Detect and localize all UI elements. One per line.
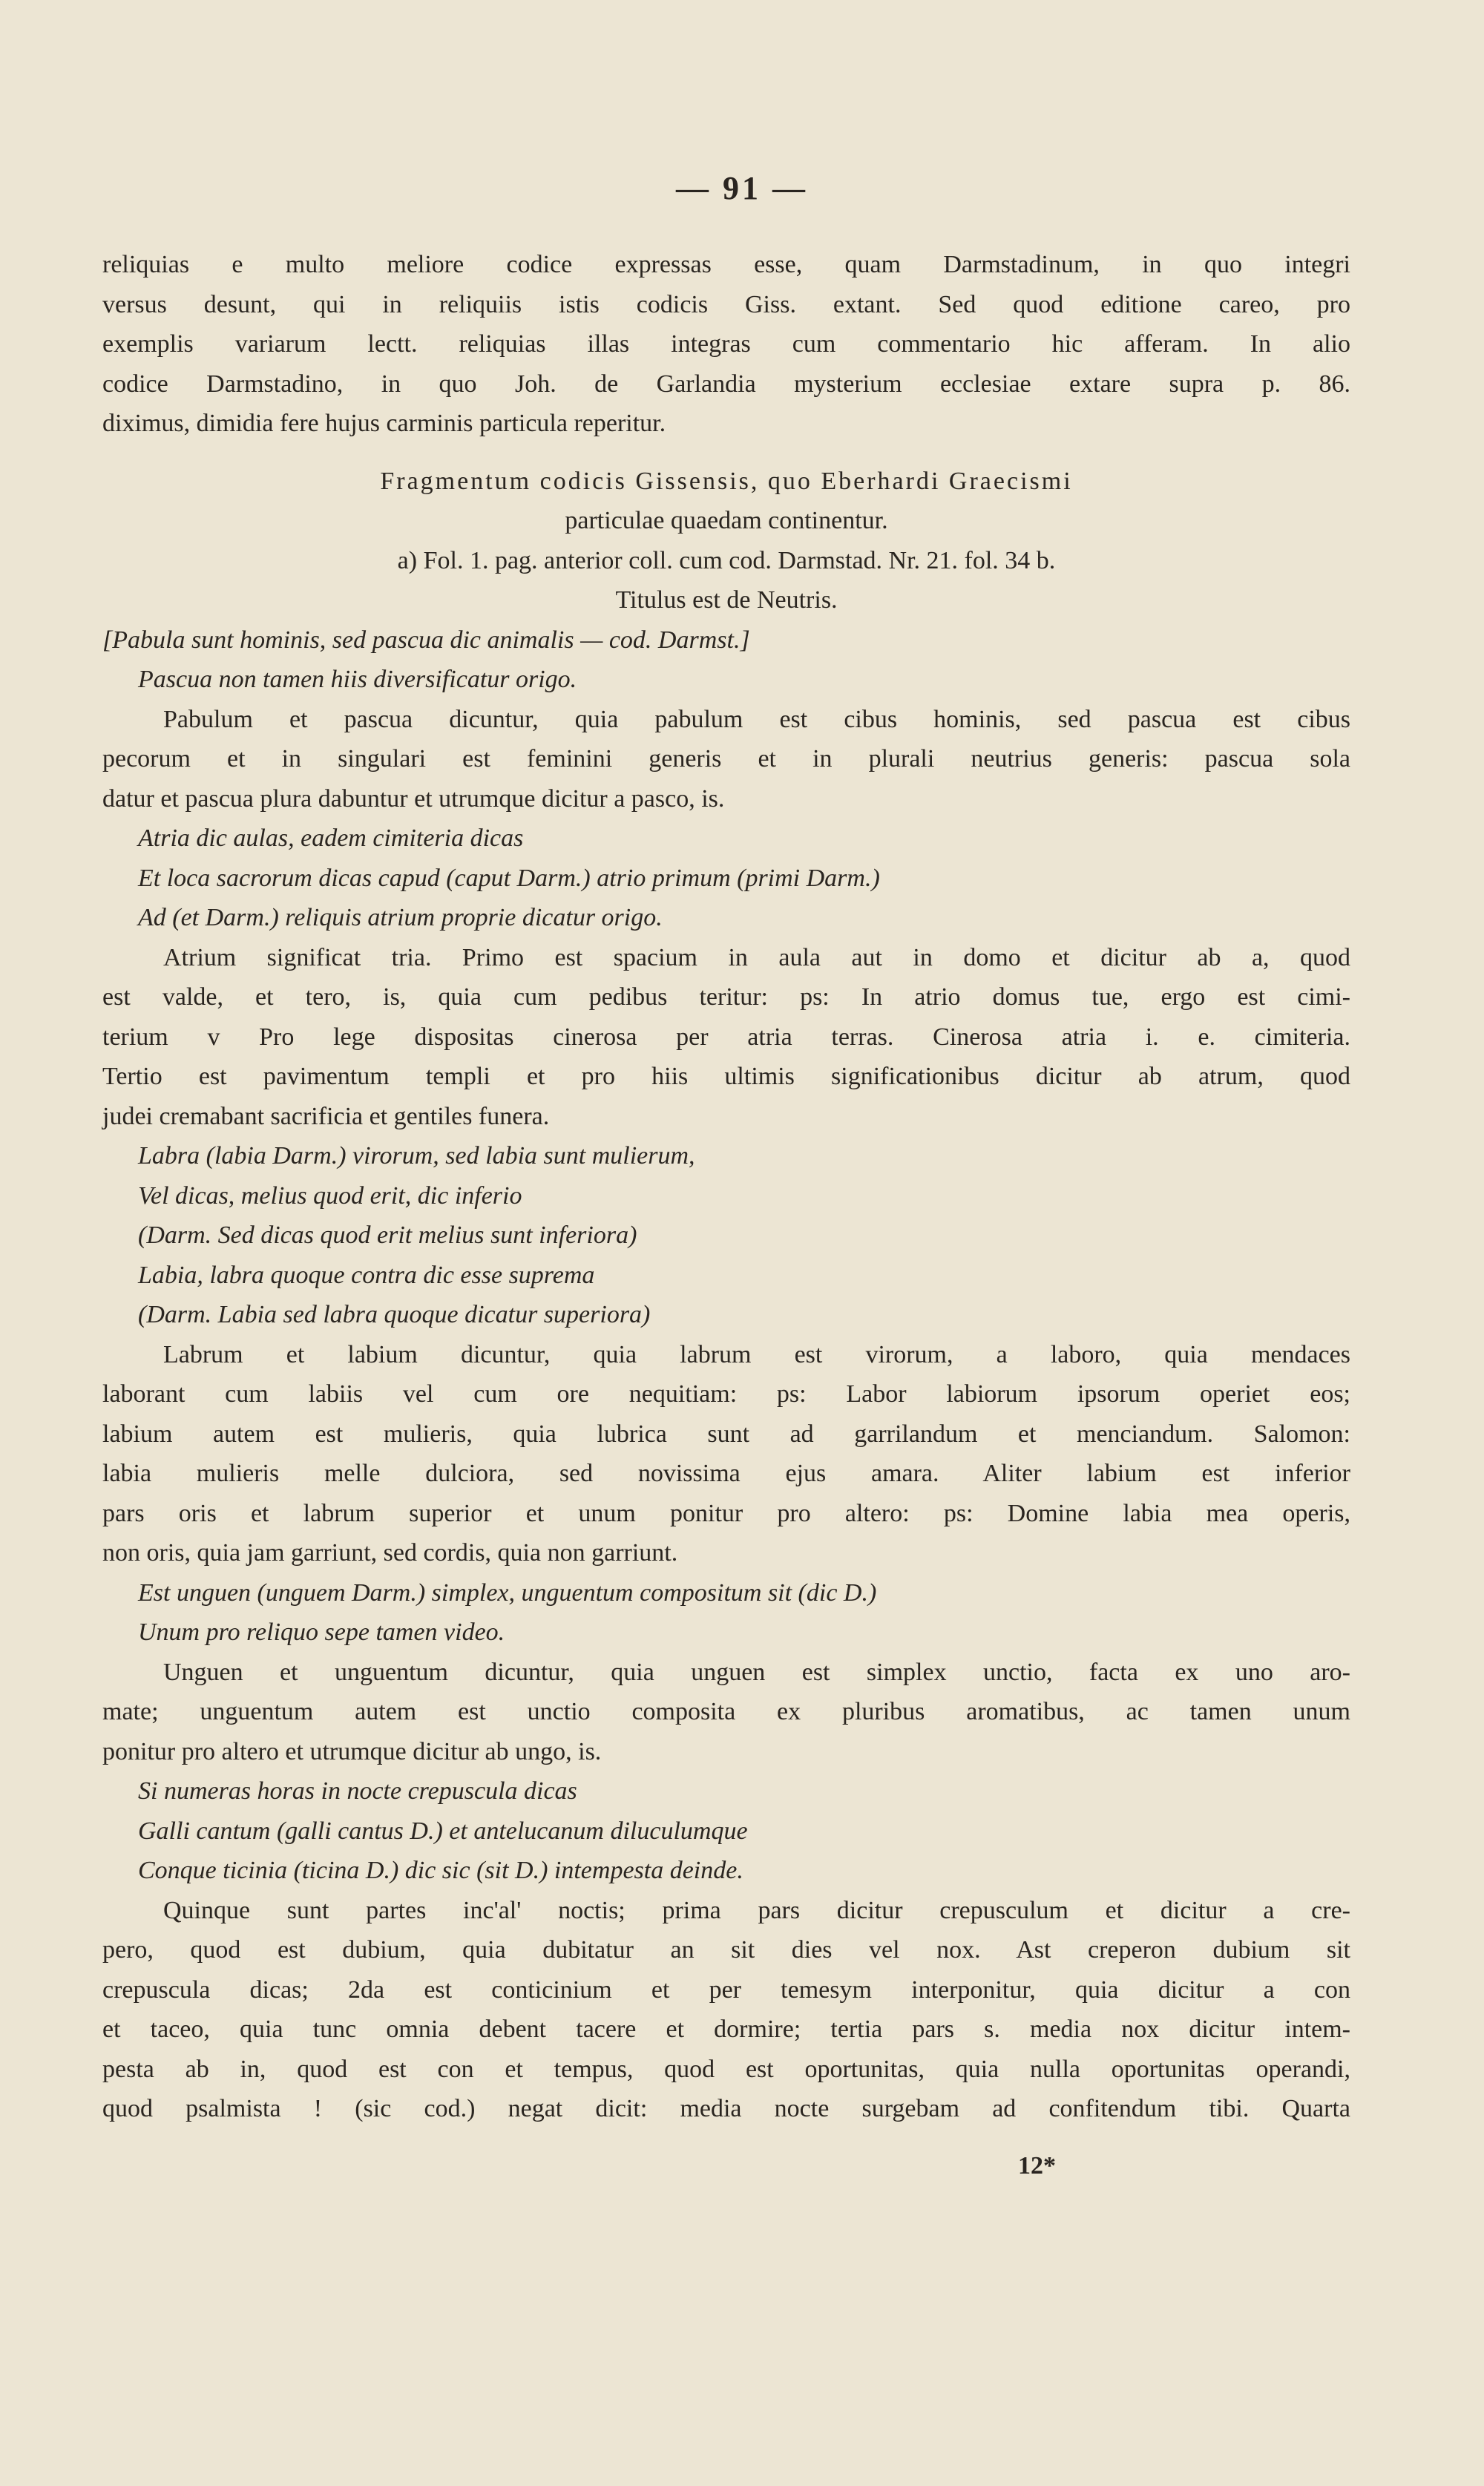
text-line: mate; unguentum autem est unctio composita ex pluribus aromatibus, ac tamen unum — [102, 1698, 1350, 1725]
text-line: pecorum et in singulari est feminini generis et in plurali neutrius generis: pascua sola — [102, 745, 1350, 773]
signature-mark: 12* — [1018, 2152, 1056, 2180]
text-line: labia mulieris melle dulciora, sed novissima ejus amara. Aliter labium est inferior — [102, 1460, 1350, 1487]
verse-line: (Darm. Labia sed labra quoque dicatur superiora) — [138, 1301, 651, 1328]
verse-line: Vel dicas, melius quod erit, dic inferio — [138, 1181, 522, 1210]
text-line: labium autem est mulieris, quia lubrica sunt ad garrilandum et menciandum. Salomon: — [102, 1420, 1350, 1448]
text-line: et taceo, quia tunc omnia debent tacere et dormire; tertia pars s. media nox dicitur intem- — [102, 2016, 1350, 2043]
text-line: Tertio est pavimentum templi et pro hiis ultimis significationibus dicitur ab atrum, quod — [102, 1063, 1350, 1090]
verse-line: Et loca sacrorum dicas capud (caput Darm.) atrio primum (primi Darm.) — [138, 864, 880, 892]
title-note: Titulus est de Neutris. — [615, 586, 838, 614]
verse-line: Ad (et Darm.) reliquis atrium proprie dicatur origo. — [138, 904, 663, 931]
text-line: terium v Pro lege dispositas cinerosa per atria terras. Cinerosa atria i. e. cimiteria. — [102, 1023, 1350, 1051]
text-line: Pabulum et pascua dicuntur, quia pabulum est cibus hominis, sed pascua est cibus — [163, 705, 1350, 733]
text-line: pero, quod est dubium, quia dubitatur an sit dies vel nox. Ast creperon dubium sit — [102, 1936, 1350, 1964]
verse-line: Atria dic aulas, eadem cimiteria dicas — [138, 824, 524, 852]
verse-line: Unum pro reliquo sepe tamen video. — [138, 1618, 505, 1646]
text-line: codice Darmstadino, in quo Joh. de Garlandia mysterium ecclesiae extare supra p. 86. — [102, 370, 1350, 398]
verse-line: Est unguen (unguem Darm.) simplex, unguentum compositum sit (dic D.) — [138, 1578, 877, 1607]
verse-line: Galli cantum (galli cantus D.) et antelucanum diluculumque — [138, 1817, 748, 1845]
verse-line: Labia, labra quoque contra dic esse suprema — [138, 1261, 595, 1289]
text-line: Labrum et labium dicuntur, quia labrum est virorum, a laboro, quia mendaces — [163, 1340, 1350, 1368]
verse-line: Si numeras horas in nocte crepuscula dicas — [138, 1777, 577, 1805]
text-line: diximus, dimidia fere hujus carminis particula reperitur. — [102, 410, 666, 437]
text-line: judei cremabant sacrificia et gentiles funera. — [102, 1102, 550, 1130]
text-line: Quinque sunt partes inc'al' noctis; prima pars dicitur crepusculum et dicitur a cre- — [163, 1896, 1350, 1924]
fragment-heading: Fragmentum codicis Gissensis, quo Eberhardi Graecismi — [380, 467, 1073, 495]
folio-note: a) Fol. 1. pag. anterior coll. cum cod. Darmstad. Nr. 21. fol. 34 b. — [397, 546, 1056, 574]
fragment-heading-cont: particulae quaedam continentur. — [565, 507, 888, 534]
text-line: datur et pascua plura dabuntur et utrumque dicitur a pasco, is. — [102, 784, 725, 813]
verse-line: Labra (labia Darm.) virorum, sed labia sunt mulierum, — [138, 1142, 695, 1170]
verse-line: (Darm. Sed dicas quod erit melius sunt inferiora) — [138, 1221, 637, 1249]
text-line: exemplis variarum lectt. reliquias illas integras cum commentario hic afferam. In alio — [102, 330, 1350, 358]
text-line: quod psalmista ! (sic cod.) negat dicit: media nocte surgebam ad confitendum tibi. Quarta — [102, 2095, 1350, 2122]
verse-line: [Pabula sunt hominis, sed pascua dic animalis — cod. Darmst.] — [102, 626, 750, 654]
text-line: Atrium significat tria. Primo est spacium in aula aut in domo et dicitur ab a, quod — [163, 943, 1350, 971]
verse-line: Conque ticinia (ticina D.) dic sic (sit D.) intempesta deinde. — [138, 1857, 743, 1884]
verse-line: Pascua non tamen hiis diversificatur origo. — [138, 666, 577, 693]
page-number: — 91 — — [676, 170, 808, 206]
page-body — [102, 245, 1350, 2129]
text-line: crepuscula dicas; 2da est conticinium et per temesym interponitur, quia dicitur a con — [102, 1975, 1350, 2004]
text-line: pesta ab in, quod est con et tempus, quod est oportunitas, quia nulla oportunitas operandi, — [102, 2055, 1350, 2083]
text-line: versus desunt, qui in reliquiis istis codicis Giss. extant. Sed quod editione careo, pro — [102, 290, 1350, 318]
text-line: ponitur pro altero et utrumque dicitur ab ungo, is. — [102, 1737, 602, 1765]
text-line: est valde, et tero, is, quia cum pedibus teritur: ps: In atrio domus tue, ergo est cimi- — [102, 983, 1350, 1011]
text-line: Unguen et unguentum dicuntur, quia unguen est simplex unctio, facta ex uno aro- — [163, 1658, 1350, 1686]
text-line: reliquias e multo meliore codice expressas esse, quam Darmstadinum, in quo integri — [102, 251, 1350, 278]
text-line: laborant cum labiis vel cum ore nequitiam: ps: Labor labiorum ipsorum operiet eos; — [102, 1380, 1350, 1408]
text-line: pars oris et labrum superior et unum ponitur pro altero: ps: Domine labia mea operis, — [102, 1499, 1350, 1527]
text-line: non oris, quia jam garriunt, sed cordis, quia non garriunt. — [102, 1539, 678, 1567]
